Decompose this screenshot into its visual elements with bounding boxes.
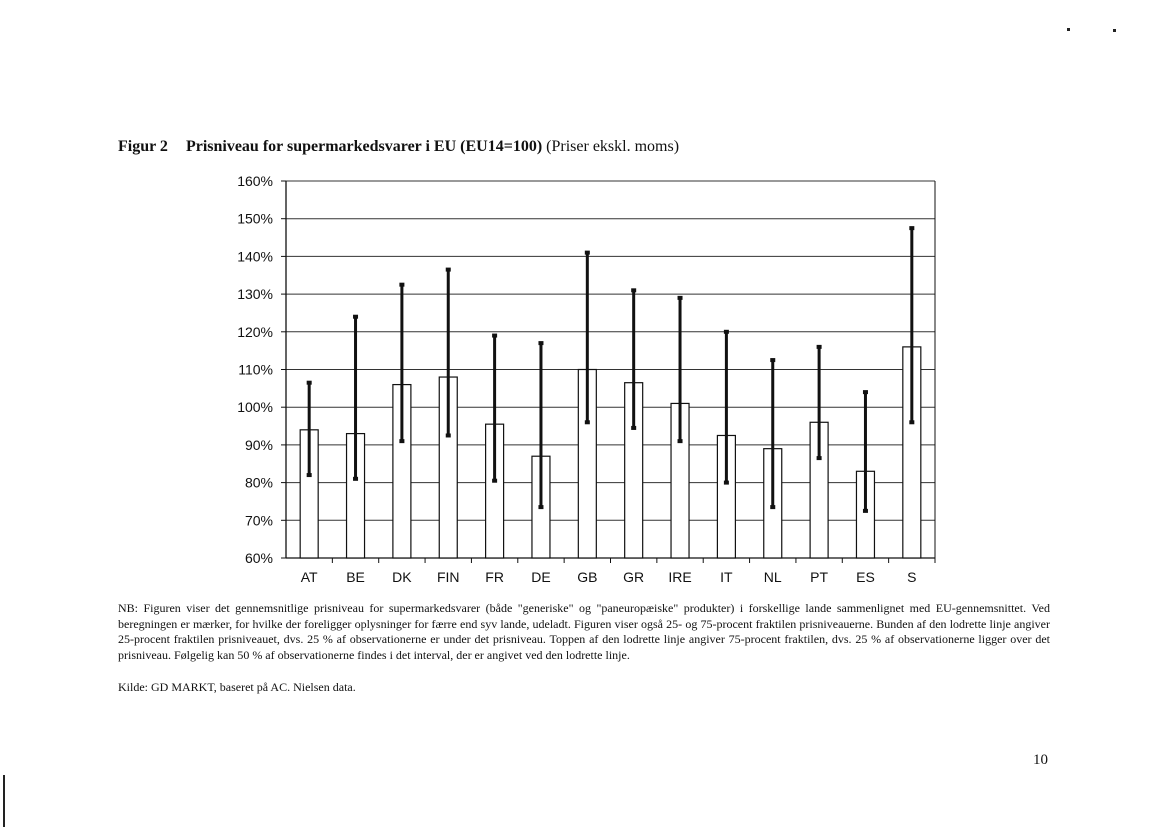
range-cap-bottom	[631, 426, 636, 430]
range-cap-bottom	[492, 479, 497, 483]
range-cap-bottom	[863, 509, 868, 513]
x-tick-label: GR	[623, 569, 645, 585]
range-cap-bottom	[446, 433, 451, 437]
y-tick-label: 150%	[237, 210, 273, 227]
y-tick-label: 100%	[237, 399, 273, 416]
x-tick-label: IRE	[668, 569, 692, 585]
x-tick-label: ES	[856, 569, 875, 585]
range-cap-bottom	[585, 420, 590, 424]
y-tick-label: 90%	[244, 436, 273, 453]
range-cap-top	[817, 345, 822, 349]
range-cap-bottom	[307, 473, 312, 477]
scan-edge-mark	[3, 775, 5, 827]
x-tick-label: DE	[531, 569, 551, 585]
x-tick-label: AT	[300, 569, 318, 585]
range-cap-top	[538, 341, 543, 345]
y-tick-label: 130%	[237, 286, 273, 303]
x-tick-label: FIN	[436, 569, 460, 585]
range-cap-top	[724, 330, 729, 334]
range-cap-bottom	[909, 420, 914, 424]
x-tick-label: IT	[720, 569, 733, 585]
figure-subheading: (Priser ekskl. moms)	[546, 138, 680, 155]
range-cap-top	[307, 381, 312, 385]
page-number: 10	[1033, 752, 1048, 768]
x-tick-label: FR	[485, 569, 504, 585]
scan-dot-mark	[1113, 29, 1116, 32]
x-tick-label: GB	[577, 569, 598, 585]
range-cap-top	[585, 251, 590, 255]
range-cap-top	[399, 283, 404, 287]
y-tick-label: 60%	[244, 550, 273, 566]
range-cap-top	[446, 268, 451, 272]
x-tick-label: NL	[763, 569, 782, 585]
range-cap-bottom	[724, 481, 729, 485]
x-tick-label: PT	[810, 569, 829, 585]
x-tick-label: BE	[346, 569, 365, 585]
y-tick-label: 80%	[244, 474, 273, 491]
chart-note: NB: Figuren viser det gennemsnitlige prisniveau for supermarkedsvarer (både "generiske" og "paneuropæiske" produkter) i forskellige lande sammenlignet med EU-gennemsnittet. Ved beregningen er mærker, for hvilke der foreligger oplysninger for færre end syv lande, udeladt. Figuren viser også 25- og 75-procent fraktilen prisniveauerne. Bunden af den lodrette linje angiver 25-procent fraktilen prisniveauet, dvs. 25 % af observationerne er under det prisniveau. Toppen af den lodrette linje angiver 75-procent fraktilen, dvs. 25 % af observationerne ligger over det prisniveau. Følgelig kan 50 % af observationerne findes i det interval, der er angivet ved den lodrette linje.	[118, 601, 1050, 662]
range-cap-top	[863, 390, 868, 394]
range-cap-bottom	[678, 439, 683, 443]
figure-label: Figur 2	[118, 138, 168, 155]
range-cap-bottom	[817, 456, 822, 460]
y-tick-label: 110%	[238, 361, 273, 378]
x-tick-label: S	[907, 569, 917, 585]
range-cap-bottom	[538, 505, 543, 509]
scan-dot-mark	[1067, 28, 1070, 31]
y-tick-label: 120%	[237, 323, 273, 340]
y-tick-label: 160%	[237, 173, 273, 189]
range-cap-bottom	[770, 505, 775, 509]
figure-heading: Prisniveau for supermarkedsvarer i EU (EU14=100)	[185, 138, 543, 155]
range-cap-top	[631, 288, 636, 292]
range-cap-top	[492, 334, 497, 338]
x-tick-label: DK	[392, 569, 412, 585]
range-cap-bottom	[399, 439, 404, 443]
range-cap-top	[909, 226, 914, 230]
range-cap-top	[678, 296, 683, 300]
range-cap-bottom	[353, 477, 358, 481]
range-cap-top	[353, 315, 358, 319]
source-line: Kilde: GD MARKT, baseret på AC. Nielsen data.	[118, 680, 356, 694]
range-cap-top	[770, 358, 775, 362]
y-tick-label: 140%	[237, 248, 273, 265]
y-tick-label: 70%	[244, 512, 273, 529]
